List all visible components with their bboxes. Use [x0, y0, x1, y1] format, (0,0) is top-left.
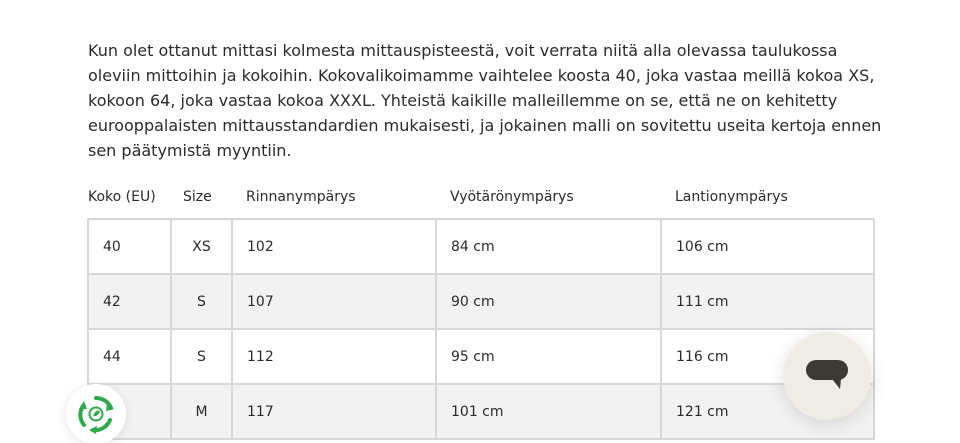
eco-badge-button[interactable] — [66, 384, 126, 443]
chat-button[interactable] — [783, 332, 871, 420]
recycle-leaf-icon — [75, 393, 117, 435]
table-row — [88, 384, 874, 439]
header-hip: Lantionympärys — [661, 176, 874, 219]
intro-paragraph: Kun olet ottanut mittasi kolmesta mittauspisteestä, voit verrata niitä alla olevassa taulukossa oleviin mittoihin ja kokoihin. Kokovalikoimamme vaihtelee koosta 40, joka vastaa meillä kokoa XS, kokoon 64, joka vastaa kokoa XXXL. Yhteistä kaikille malleillemme on se, että ne on kehitetty eurooppalaisten mittausstandardien mukaisesti, ja jokainen malli on sovitettu useita kertoja ennen sen päätymistä myyntiin. — [88, 41, 882, 160]
cell-chest: 112 — [232, 329, 436, 384]
cell-waist: 90 cm — [436, 274, 661, 329]
cell-hip: 111 cm — [661, 274, 874, 329]
cell-size-eu: 44 — [88, 329, 171, 384]
cell-waist: 95 cm — [436, 329, 661, 384]
cell-chest: 107 — [232, 274, 436, 329]
cell-waist: 84 cm — [436, 219, 661, 274]
table-row — [88, 329, 874, 384]
cell-size-eu: 40 — [88, 219, 171, 274]
cell-chest: 117 — [232, 384, 436, 439]
header-size-eu: Koko (EU) — [88, 176, 171, 219]
cell-hip: 121 cm — [661, 384, 874, 439]
cell-size-eu: 42 — [88, 274, 171, 329]
header-chest: Rinnanympärys — [232, 176, 436, 219]
table-header-row — [88, 176, 874, 219]
cell-size: S — [171, 329, 232, 384]
table-row — [88, 219, 874, 274]
cell-hip: 106 cm — [661, 219, 874, 274]
cell-size: XS — [171, 219, 232, 274]
size-table — [87, 176, 875, 440]
cell-size: M — [171, 384, 232, 439]
cell-chest: 102 — [232, 219, 436, 274]
cell-size: S — [171, 274, 232, 329]
header-waist: Vyötärönympärys — [436, 176, 661, 219]
table-row — [88, 274, 874, 329]
cell-waist: 101 cm — [436, 384, 661, 439]
cell-hip: 116 cm — [661, 329, 874, 384]
chat-bubble-icon — [805, 359, 849, 393]
header-size: Size — [171, 176, 232, 219]
